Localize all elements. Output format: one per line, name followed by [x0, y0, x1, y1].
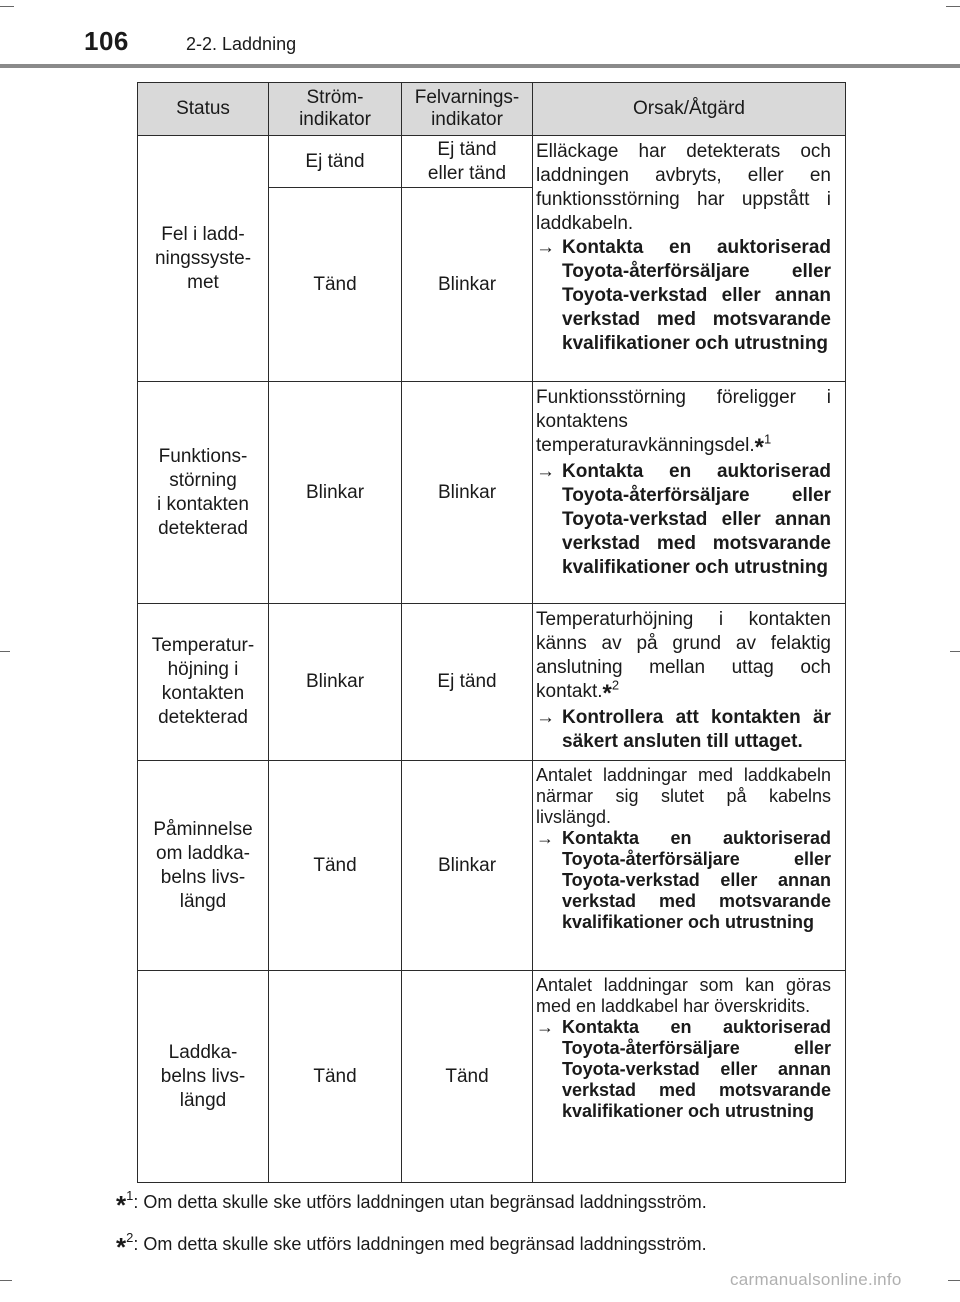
footnote-number: 2	[126, 1230, 134, 1245]
felvarning-cell: Blinkar	[402, 188, 533, 382]
header-rule	[0, 64, 960, 68]
footnote-number: 1	[126, 1188, 134, 1203]
footnote-2	[116, 1230, 707, 1263]
table-row	[138, 761, 846, 971]
cause-action-cell	[533, 761, 846, 971]
action-item	[536, 1017, 831, 1122]
footnote-mark: *	[116, 1232, 127, 1262]
header-felvarnings-indikator: Felvarnings- indikator	[402, 83, 533, 136]
header-strom-indikator: Ström- indikator	[269, 83, 402, 136]
arrow-icon: →	[536, 237, 555, 258]
footnote-ref: 2	[611, 677, 620, 693]
footnote-mark: *	[602, 680, 612, 707]
action-item	[536, 236, 831, 356]
table-row	[138, 604, 846, 761]
strom-cell: Tänd	[269, 971, 402, 1183]
page-header	[0, 0, 960, 70]
felvarning-cell: Tänd	[402, 971, 533, 1183]
page-number: 106	[84, 26, 129, 56]
arrow-icon: →	[536, 461, 555, 482]
crop-mark	[948, 1280, 960, 1281]
action-text: Kontrollera att kontakten är säkert ansluten till uttaget.	[562, 707, 831, 752]
cause-text: Antalet laddningar med laddkabeln närmar sig slutet på kabelns livslängd.	[536, 765, 831, 827]
action-item	[536, 828, 831, 933]
arrow-icon: →	[536, 1017, 554, 1037]
footnote-mark: *	[116, 1190, 127, 1220]
crop-mark	[0, 651, 10, 652]
arrow-icon: →	[536, 707, 555, 728]
felvarning-cell: Blinkar	[402, 382, 533, 604]
crop-mark	[0, 1280, 12, 1281]
table-row	[138, 136, 846, 188]
cause-text: Elläckage har detekterats och laddningen avbryts, eller en funktionsstörning har uppstått i laddkabeln.	[536, 141, 831, 234]
footnote-text: : Om detta skulle ske utförs laddningen med begränsad laddningsström.	[133, 1234, 707, 1254]
status-cell: Temperatur- höjning i kontakten detekterad	[138, 604, 269, 761]
felvarning-cell: Ej tänd	[402, 604, 533, 761]
table-row	[138, 382, 846, 604]
status-cell: Funktions- störning i kontakten detekterad	[138, 382, 269, 604]
action-text: Kontakta en auktoriserad Toyota-återförsäljare eller Toyota-verkstad eller annan verkstad med motsvarande kvalifikationer och utrustning	[562, 461, 831, 578]
cause-text: Temperaturhöjning i kontakten känns av på grund av felaktig anslutning mellan uttag och kontakt.*$^2$	[536, 609, 831, 707]
status-table	[137, 82, 846, 1183]
felvarning-cell: Ej tänd eller tänd	[402, 136, 533, 188]
footnote-text: : Om detta skulle ske utförs laddningen utan begränsad laddningsström.	[133, 1192, 707, 1212]
header-orsak-atgard: Orsak/Åtgärd	[533, 83, 846, 136]
cause-action-cell	[533, 136, 846, 382]
action-text: Kontakta en auktoriserad Toyota-återförsäljare eller Toyota-verkstad eller annan verkstad med motsvarande kvalifikationer och utrustning	[562, 828, 831, 932]
cause-text: Antalet laddningar som kan göras med en laddkabel har överskridits.	[536, 975, 831, 1016]
crop-mark	[950, 651, 960, 652]
status-cell: Fel i ladd- ningssyste- met	[138, 136, 269, 382]
felvarning-cell: Blinkar	[402, 761, 533, 971]
table-header-row	[138, 83, 846, 136]
cause-action-cell	[533, 971, 846, 1183]
footnote-1	[116, 1188, 707, 1221]
table-row	[138, 971, 846, 1183]
strom-cell: Blinkar	[269, 382, 402, 604]
cause-text: Funktionsstörning föreligger i kontaktens temperaturavkänningsdel.*$^1$	[536, 387, 831, 461]
watermark-link[interactable]: carmanualsonline.info	[730, 1270, 902, 1289]
action-text: Kontakta en auktoriserad Toyota-återförsäljare eller Toyota-verkstad eller annan verkstad med motsvarande kvalifikationer och utrustning	[562, 1017, 831, 1121]
footnote-ref: 1	[763, 431, 772, 447]
action-text: Kontakta en auktoriserad Toyota-återförsäljare eller Toyota-verkstad eller annan verkstad med motsvarande kvalifikationer och utrustning	[562, 237, 831, 354]
action-item	[536, 460, 831, 580]
section-title: 2-2. Laddning	[186, 34, 297, 54]
strom-cell: Tänd	[269, 188, 402, 382]
cause-action-cell	[533, 604, 846, 761]
strom-cell: Ej tänd	[269, 136, 402, 188]
status-cell: Laddka- belns livs- längd	[138, 971, 269, 1183]
header-status: Status	[138, 83, 269, 136]
footnote-mark: *	[754, 434, 764, 461]
strom-cell: Tänd	[269, 761, 402, 971]
arrow-icon: →	[536, 828, 554, 848]
strom-cell: Blinkar	[269, 604, 402, 761]
status-cell: Påminnelse om laddka- belns livs- längd	[138, 761, 269, 971]
cause-action-cell	[533, 382, 846, 604]
action-item	[536, 706, 831, 754]
